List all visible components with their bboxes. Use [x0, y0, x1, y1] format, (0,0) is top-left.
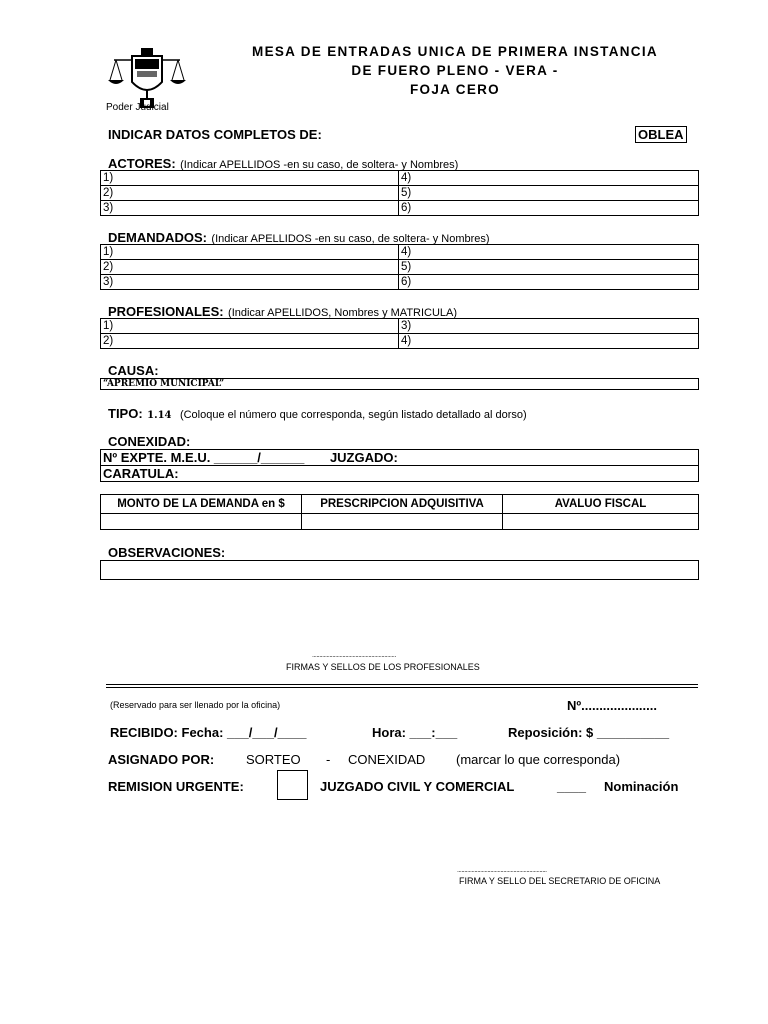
table-row [101, 495, 699, 514]
expte-cell[interactable] [101, 450, 699, 466]
demandados-label: DEMANDADOS: [108, 230, 207, 245]
demandado-cell-4[interactable]: 4) [399, 245, 699, 260]
logo-label: Poder Judicial [106, 102, 169, 113]
expte-label: Nº EXPTE. M.E.U. ______/______ [103, 450, 305, 465]
table-row [101, 334, 699, 349]
causa-label: CAUSA: [108, 363, 159, 378]
actor-cell-4[interactable]: 4) [399, 171, 699, 186]
table-row [101, 245, 699, 260]
title-line-3: FOJA CERO [410, 82, 500, 97]
observaciones-label: OBSERVACIONES: [108, 545, 226, 560]
profesional-cell-1[interactable]: 1) [101, 319, 399, 334]
tipo-hint: (Coloque el número que corresponda, según listado detallado al dorso) [179, 409, 527, 421]
actores-table [100, 170, 699, 216]
caratula-cell[interactable]: CARATULA: [101, 466, 699, 482]
demandado-cell-3[interactable]: 3) [101, 275, 399, 290]
demandados-hint: (Indicar APELLIDOS -en su caso, de soltera- y Nombres) [211, 233, 490, 245]
conexidad-option[interactable]: CONEXIDAD [348, 752, 426, 767]
profesionales-table [100, 318, 699, 349]
secretario-dots: .............................................................. [457, 867, 547, 874]
intro-label: INDICAR DATOS COMPLETOS DE: [108, 127, 322, 142]
table-row [101, 514, 699, 530]
nominacion-blank[interactable]: ____ [557, 779, 586, 794]
divider-line [106, 684, 698, 685]
table-row [101, 171, 699, 186]
dash-separator: - [326, 752, 331, 767]
tipo-row [108, 405, 527, 423]
oblea-box: OBLEA [635, 126, 687, 143]
recibido-fecha-field[interactable]: RECIBIDO: Fecha: ___/___/____ [110, 725, 307, 740]
profesional-cell-2[interactable]: 2) [101, 334, 399, 349]
tipo-label: TIPO: [108, 406, 143, 421]
table-row [101, 450, 699, 466]
demandado-cell-1[interactable]: 1) [101, 245, 399, 260]
profesionales-hint: (Indicar APELLIDOS, Nombres y MATRICULA) [228, 307, 458, 319]
actor-cell-3[interactable]: 3) [101, 201, 399, 216]
table-row [101, 260, 699, 275]
table-row [101, 201, 699, 216]
prescripcion-cell[interactable] [302, 514, 503, 530]
sorteo-option[interactable]: SORTEO [246, 752, 301, 767]
demandados-table [100, 244, 699, 290]
actor-cell-1[interactable]: 1) [101, 171, 399, 186]
asignado-label: ASIGNADO POR: [108, 752, 215, 767]
prescripcion-header: PRESCRIPCION ADQUISITIVA [302, 495, 503, 514]
profesional-cell-4[interactable]: 4) [399, 334, 699, 349]
divider-line [106, 687, 698, 688]
numero-field[interactable]: Nº..................... [567, 698, 657, 713]
demandado-cell-5[interactable]: 5) [399, 260, 699, 275]
secretario-label: FIRMA Y SELLO DEL SECRETARIO DE OFICINA [459, 876, 661, 886]
actores-label: ACTORES: [108, 156, 176, 171]
demandado-cell-6[interactable]: 6) [399, 275, 699, 290]
table-row [101, 466, 699, 482]
tipo-value: 1.14 [147, 410, 172, 421]
hora-field[interactable]: Hora: ___:___ [372, 725, 458, 740]
actor-cell-6[interactable]: 6) [399, 201, 699, 216]
montos-table [100, 494, 699, 530]
remision-label: REMISION URGENTE: [108, 779, 244, 794]
firmas-dots: .......................................................... [312, 652, 396, 659]
monto-cell[interactable] [101, 514, 302, 530]
juzgado-label: JUZGADO: [329, 450, 398, 465]
table-row [101, 186, 699, 201]
firmas-label: FIRMAS Y SELLOS DE LOS PROFESIONALES [286, 662, 480, 672]
juzgado-civil-label: JUZGADO CIVIL Y COMERCIAL [320, 779, 515, 794]
monto-header: MONTO DE LA DEMANDA en $ [101, 495, 302, 514]
causa-field[interactable]: “APREMIO MUNICIPAL” [100, 378, 699, 390]
conexidad-label: CONEXIDAD: [108, 434, 191, 449]
demandado-cell-2[interactable]: 2) [101, 260, 399, 275]
title-line-1: MESA DE ENTRADAS UNICA DE PRIMERA INSTANCIA [252, 44, 658, 59]
avaluo-header: AVALUO FISCAL [503, 495, 699, 514]
actor-cell-5[interactable]: 5) [399, 186, 699, 201]
profesional-cell-3[interactable]: 3) [399, 319, 699, 334]
title-line-2: DE FUERO PLENO - VERA - [351, 63, 559, 78]
reposicion-field[interactable]: Reposición: $ __________ [508, 725, 670, 740]
nominacion-label: Nominación [604, 779, 679, 794]
profesionales-label: PROFESIONALES: [108, 304, 224, 319]
remision-checkbox[interactable] [277, 770, 308, 800]
avaluo-cell[interactable] [503, 514, 699, 530]
observaciones-field[interactable] [100, 560, 699, 580]
table-row [101, 275, 699, 290]
actores-hint: (Indicar APELLIDOS -en su caso, de soltera- y Nombres) [180, 159, 459, 171]
reservado-label: (Reservado para ser llenado por la oficina) [110, 700, 281, 710]
conexidad-table [100, 449, 699, 482]
marcar-hint: (marcar lo que corresponda) [456, 752, 621, 767]
table-row [101, 319, 699, 334]
actor-cell-2[interactable]: 2) [101, 186, 399, 201]
